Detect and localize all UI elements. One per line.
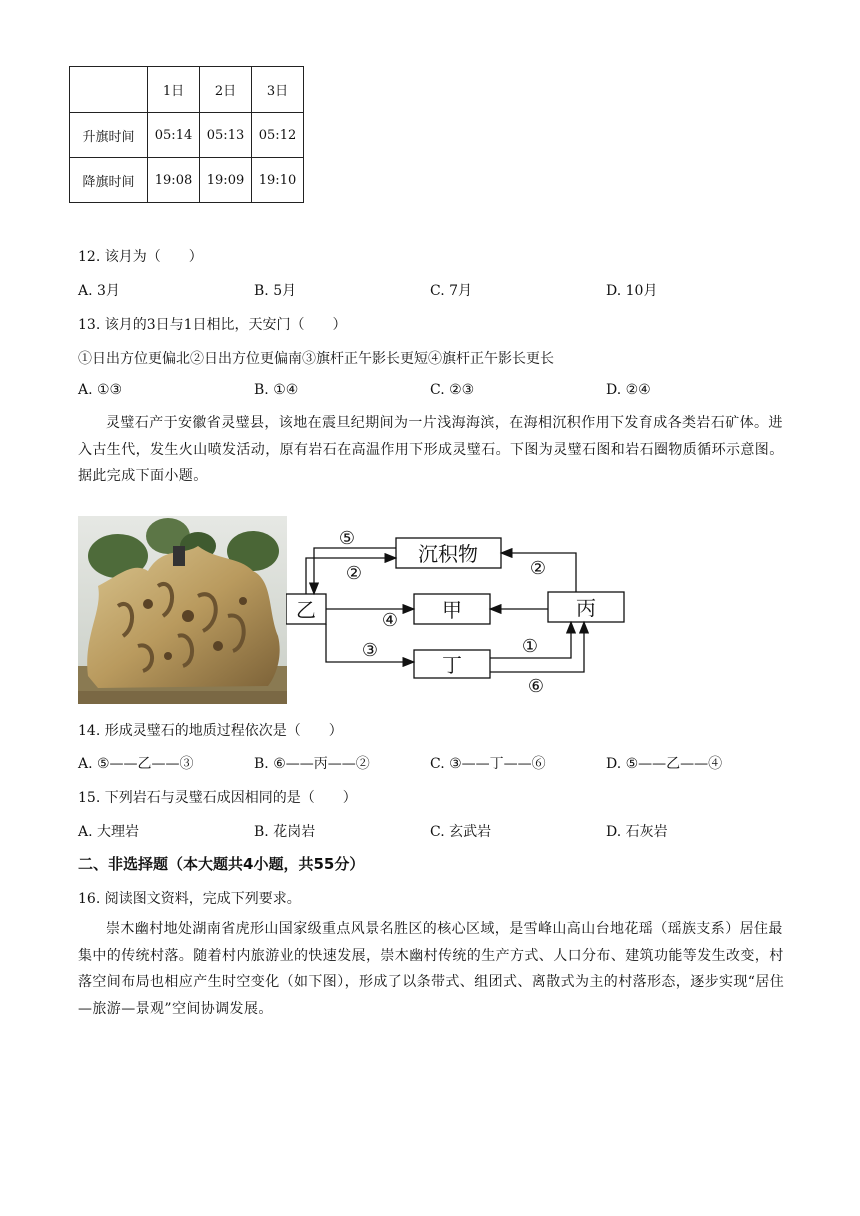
q15-option-b[interactable]: B. 花岗岩 [254,824,316,840]
q15-option-a[interactable]: A. 大理岩 [78,824,140,840]
q16-paragraph: 崇木幽村地处湖南省虎形山国家级重点风景名胜区的核心区域，是雪峰山高山台地花瑶（瑶族支系）居住最集中的传统村落。随着村内旅游业的快速发展，崇木幽村传统的生产方式、人口分布、建筑功能等发生改变，村落空间布局也相应产生时空变化（如下图），形成了以条带式、组团式、离散式为主的村落形态，逐步实现“居住—旅游—景观”空间协调发展。 [78,921,785,1017]
q12-option-d[interactable]: D. 10月 [606,283,658,299]
q15-stem: 15. 下列岩石与灵璧石成因相同的是（ ） [78,790,357,806]
table-cell: 19:08 [148,158,200,203]
lingbi-stone-photo [78,516,287,704]
table-header-day3: 3日 [252,67,304,113]
row-label-raise: 升旗时间 [70,113,148,158]
q13-option-a[interactable]: A. ①③ [78,382,123,398]
q15-option-c[interactable]: C. 玄武岩 [430,824,492,840]
q14-option-c[interactable]: C. ③——丁——⑥ [430,756,546,772]
label-jia: 甲 [442,598,462,622]
arrow-label-3: ③ [361,640,379,661]
q13-option-b[interactable]: B. ①④ [254,382,299,398]
table-cell: 05:12 [252,113,304,158]
arrow-label-4: ④ [381,610,399,631]
table-corner-cell [70,67,148,113]
q12-option-b[interactable]: B. 5月 [254,283,297,299]
label-bing: 丙 [576,596,596,620]
q13-stem: 13. 该月的3日与1日相比，天安门（ ） [78,317,347,333]
q12-option-a[interactable]: A. 3月 [78,283,120,299]
q13-option-c[interactable]: C. ②③ [430,382,475,398]
q14-stem: 14. 形成灵璧石的地质过程依次是（ ） [78,723,343,739]
label-sediment: 沉积物 [418,542,478,566]
table-cell: 19:09 [200,158,252,203]
table-header-day1: 1日 [148,67,200,113]
q12-stem: 12. 该月为（ ） [78,249,203,265]
rock-cycle-diagram [286,520,631,695]
row-label-lower: 降旗时间 [70,158,148,203]
q16-stem: 16. 阅读图文资料，完成下列要求。 [78,891,301,907]
table-row [70,158,304,203]
q14-option-a[interactable]: A. ⑤——乙——③ [78,756,194,772]
table-cell: 19:10 [252,158,304,203]
table-row [70,113,304,158]
label-ding: 丁 [442,653,462,677]
arrow-label-6: ⑥ [527,676,545,695]
q14-option-d[interactable]: D. ⑤——乙——④ [606,756,723,772]
label-yi: 乙 [296,598,316,622]
flag-time-table [69,66,304,203]
arrow-label-1: ① [521,636,539,657]
q15-option-d[interactable]: D. 石灰岩 [606,824,668,840]
table-cell: 05:14 [148,113,200,158]
section-2-title: 二、非选择题（本大题共4小题，共55分） [78,855,365,873]
lingbi-intro-paragraph: 灵璧石产于安徽省灵璧县，该地在震旦纪期间为一片浅海海滨，在海相沉积作用下发育成各类岩石矿体。进入古生代，发生火山喷发活动，原有岩石在高温作用下形成灵璧石。下图为灵璧石图和岩石圈物质循环示意图。据此完成下面小题。 [78,415,784,484]
q12-option-c[interactable]: C. 7月 [430,283,473,299]
q13-statements: ①日出方位更偏北②日出方位更偏南③旗杆正午影长更短④旗杆正午影长更长 [78,351,554,367]
table-header-day2: 2日 [200,67,252,113]
table-cell: 05:13 [200,113,252,158]
q14-option-b[interactable]: B. ⑥——丙——② [254,756,370,772]
arrow-label-5: ⑤ [338,528,356,549]
arrow-label-2-left: ② [345,563,363,584]
q13-option-d[interactable]: D. ②④ [606,382,651,398]
arrow-label-2-right: ② [529,558,547,579]
